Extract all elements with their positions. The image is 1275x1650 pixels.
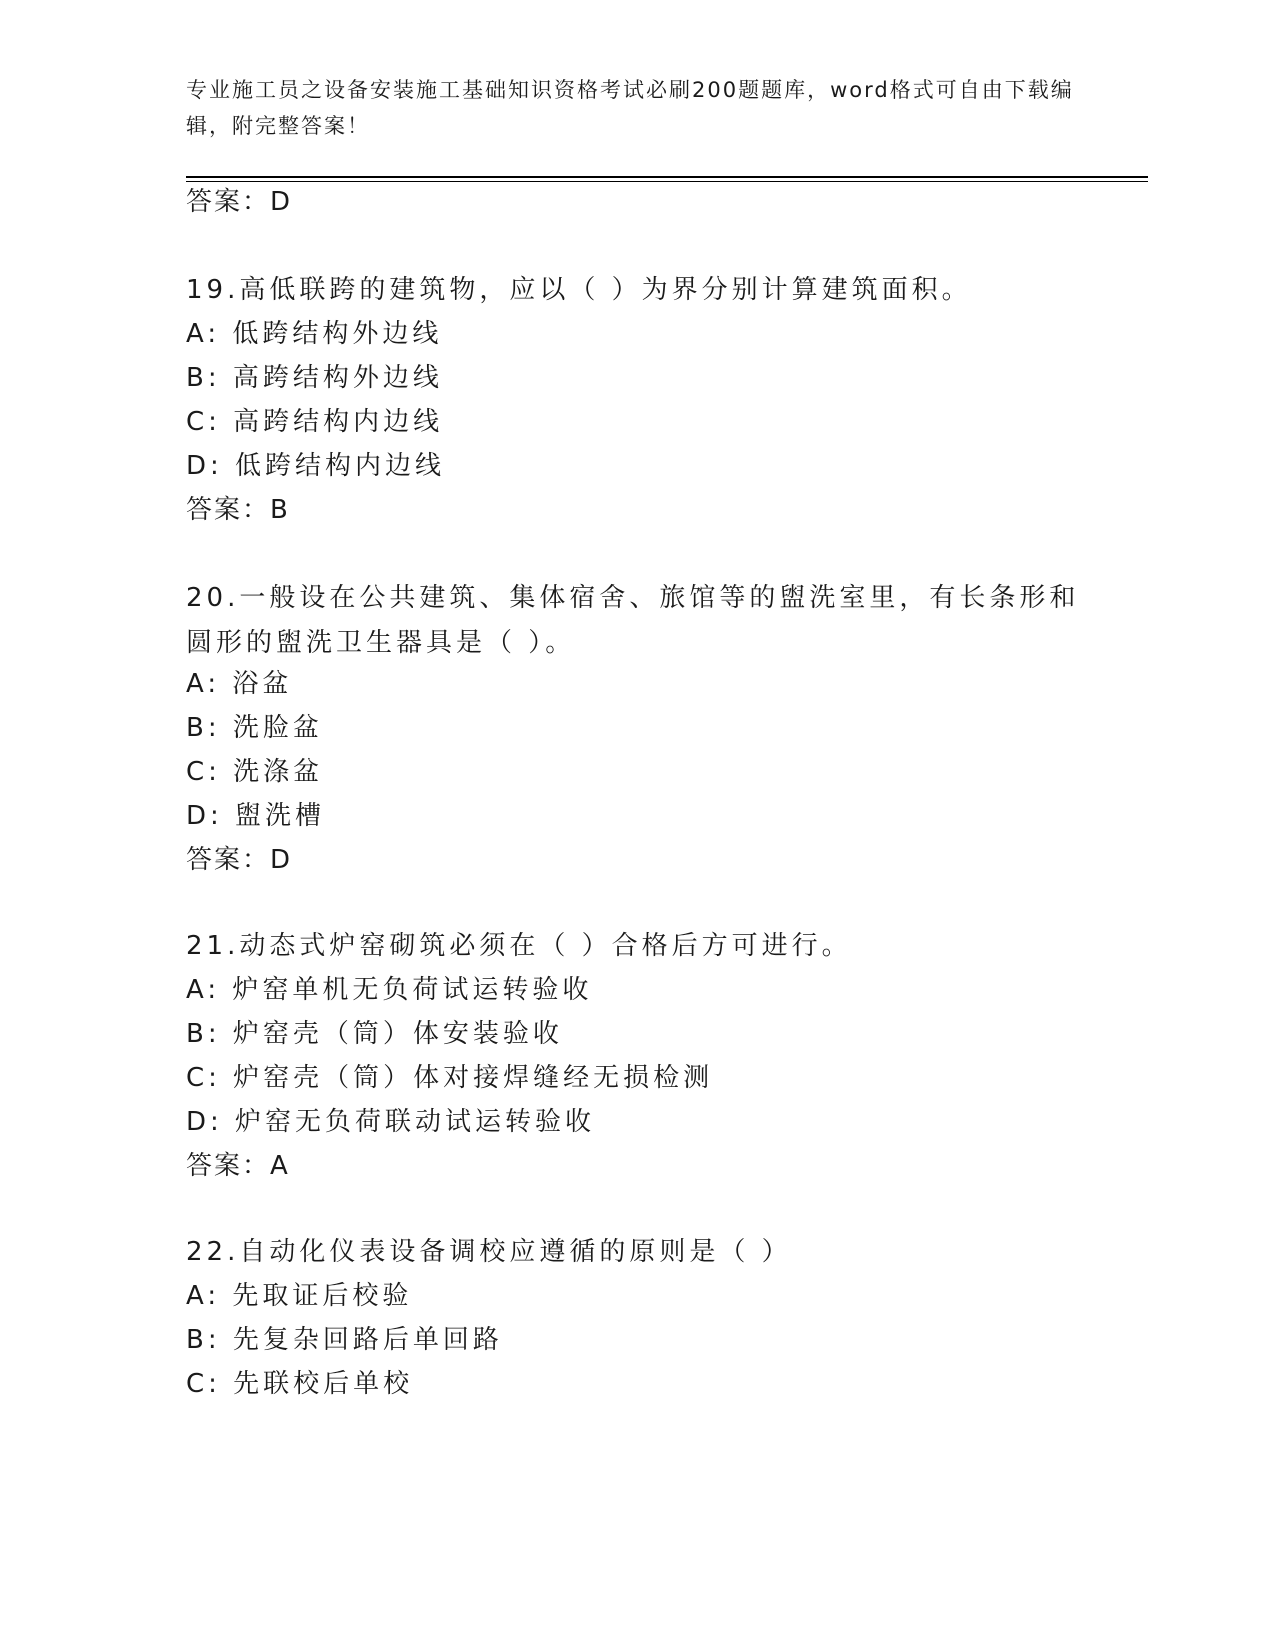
header-divider-thick: [186, 176, 1148, 178]
question-19-option-a: A: 低跨结构外边线: [186, 319, 443, 349]
question-21-option-a: A: 炉窑单机无负荷试运转验收: [186, 975, 593, 1005]
question-22-option-c: C: 先联校后单校: [186, 1369, 414, 1399]
question-20-option-d: D: 盥洗槽: [186, 801, 326, 831]
question-20-option-b: B: 洗脸盆: [186, 713, 323, 743]
question-22-stem: 22.自动化仪表设备调校应遵循的原则是（ ）: [186, 1237, 792, 1267]
question-20-stem: 20.一般设在公共建筑、集体宿舍、旅馆等的盥洗室里，有长条形和圆形的盥洗卫生器具是（ ）。: [186, 583, 1080, 658]
question-22-option-b: B: 先复杂回路后单回路: [186, 1325, 503, 1355]
question-20-option-a: A: 浴盆: [186, 669, 293, 699]
question-21-option-c: C: 炉窑壳（筒）体对接焊缝经无损检测: [186, 1063, 714, 1093]
answer-previous: 答案：D: [186, 187, 293, 217]
question-21-answer: 答案：A: [186, 1151, 290, 1181]
question-19-option-d: D: 低跨结构内边线: [186, 451, 446, 481]
question-21-stem: 21.动态式炉窑砌筑必须在（ ）合格后方可进行。: [186, 931, 852, 961]
question-22-option-a: A: 先取证后校验: [186, 1281, 413, 1311]
question-21-option-b: B: 炉窑壳（筒）体安装验收: [186, 1019, 563, 1049]
question-19-answer: 答案：B: [186, 495, 290, 525]
question-19-option-c: C: 高跨结构内边线: [186, 407, 444, 437]
question-21-option-d: D: 炉窑无负荷联动试运转验收: [186, 1107, 596, 1137]
header-divider-thin: [186, 181, 1148, 182]
document-header: 专业施工员之设备安装施工基础知识资格考试必刷200题题库，word格式可自由下载编辑，附完整答案！: [186, 78, 1074, 138]
question-19-option-b: B: 高跨结构外边线: [186, 363, 443, 393]
question-20-option-c: C: 洗涤盆: [186, 757, 324, 787]
question-20-answer: 答案：D: [186, 845, 293, 875]
question-19-stem: 19.高低联跨的建筑物，应以（ ）为界分别计算建筑面积。: [186, 275, 972, 305]
